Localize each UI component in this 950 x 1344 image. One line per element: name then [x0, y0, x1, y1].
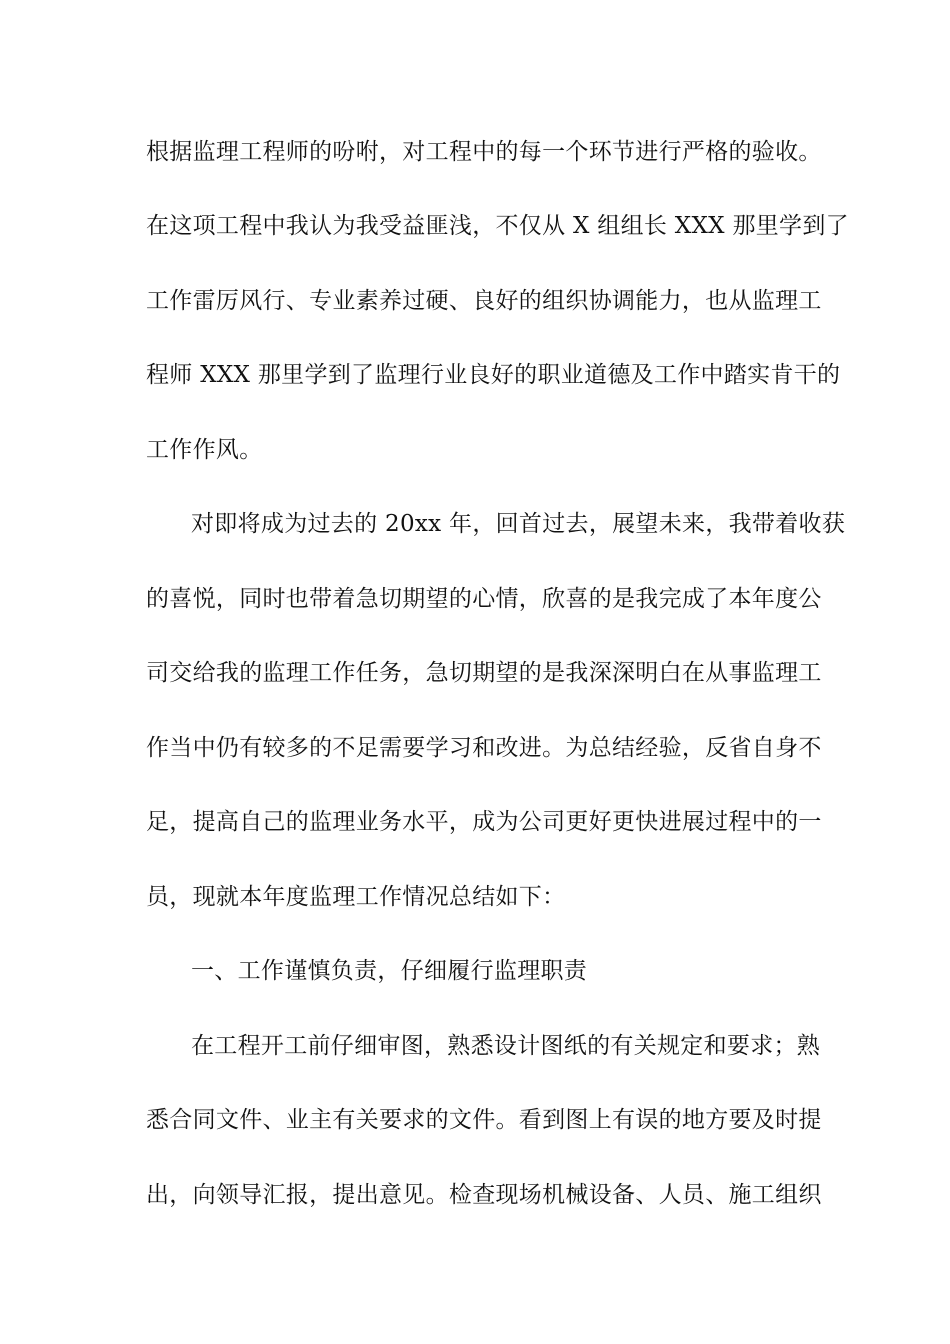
text-line-15: 出，向领导汇报，提出意见。检查现场机械设备、人员、施工组织 — [146, 1182, 822, 1208]
text-line-8: 司交给我的监理工作任务，急切期望的是我深深明白在从事监理工 — [146, 660, 822, 686]
text-line-14: 悉合同文件、业主有关要求的文件。看到图上有误的地方要及时提 — [146, 1107, 822, 1133]
text-line-2: 在这项工程中我认为我受益匪浅，不仅从 X 组组长 XXX 那里学到了 — [146, 213, 849, 239]
text-line-11: 员，现就本年度监理工作情况总结如下： — [146, 884, 566, 910]
text-line-3: 工作雷厉风行、专业素养过硬、良好的组织协调能力，也从监理工 — [146, 288, 822, 314]
text-line-7: 的喜悦，同时也带着急切期望的心情，欣喜的是我完成了本年度公 — [146, 586, 822, 612]
text-line-5: 工作作风。 — [146, 437, 263, 463]
text-line-13: 在工程开工前仔细审图，熟悉设计图纸的有关规定和要求；熟 — [191, 1033, 821, 1059]
text-line-10: 足，提高自己的监理业务水平，成为公司更好更快进展过程中的一 — [146, 809, 822, 835]
section-heading: 一、工作谨慎负责，仔细履行监理职责 — [191, 958, 588, 984]
text-line-1: 根据监理工程师的吩咐，对工程中的每一个环节进行严格的验收。 — [146, 139, 822, 165]
text-line-9: 作当中仍有较多的不足需要学习和改进。为总结经验，反省自身不 — [146, 735, 822, 761]
text-line-6: 对即将成为过去的 20xx 年，回首过去，展望未来，我带着收获 — [191, 511, 846, 537]
text-line-4: 程师 XXX 那里学到了监理行业良好的职业道德及工作中踏实肯干的 — [146, 362, 841, 388]
